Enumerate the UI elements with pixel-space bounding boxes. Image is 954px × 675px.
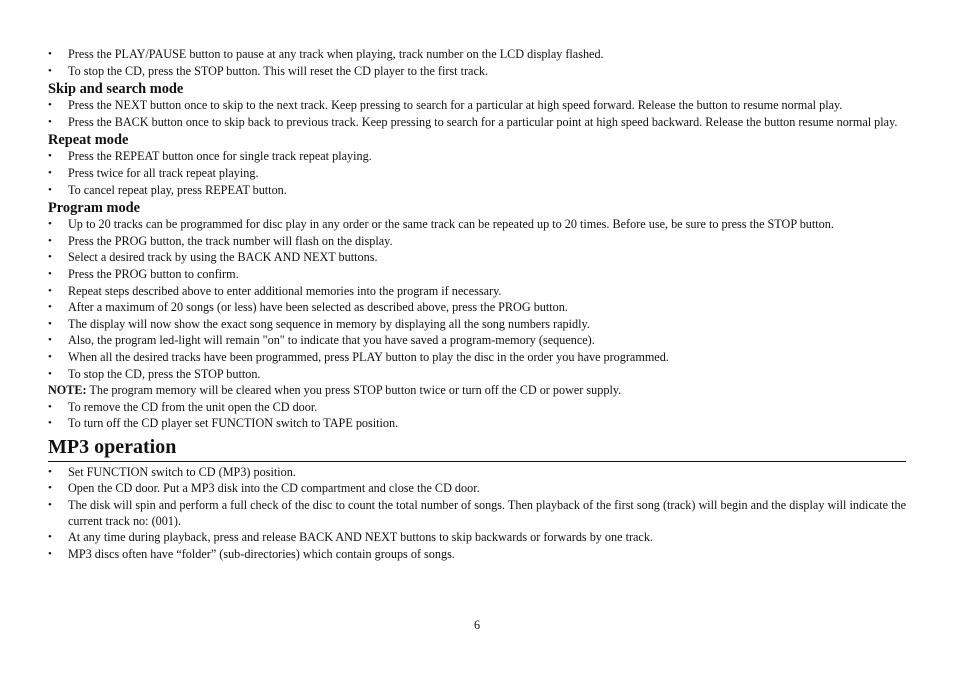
bullet-icon: • bbox=[48, 350, 52, 363]
list-item: • Press the PROG button to confirm. bbox=[48, 266, 239, 281]
list-item: • To turn off the CD player set FUNCTION switch to TAPE position. bbox=[48, 416, 399, 431]
bullet-icon: • bbox=[48, 499, 52, 512]
manual-page bbox=[48, 47, 906, 563]
list-item: • Press the NEXT button once to skip to the next track. Keep pressing to search for a particular at high speed forward. Release the button to resume normal play. bbox=[48, 98, 843, 113]
mp3-heading: MP3 operation bbox=[48, 434, 906, 462]
bullet-icon: • bbox=[48, 251, 52, 264]
list-item: • Press the PLAY/PAUSE button to pause at any track when playing, track number on the LCD display flashed. bbox=[48, 47, 604, 61]
list-item: • When all the desired tracks have been programmed, press PLAY button to play the disc in the order you have programmed. bbox=[48, 349, 669, 364]
list-item: • To cancel repeat play, press REPEAT button. bbox=[48, 182, 287, 197]
bullet-icon: • bbox=[48, 367, 52, 380]
list-item: • Press twice for all track repeat playing. bbox=[48, 165, 259, 180]
bullet-icon: • bbox=[48, 317, 52, 330]
list-item: • Set FUNCTION switch to CD (MP3) position. bbox=[48, 464, 296, 479]
skip-list bbox=[48, 98, 906, 130]
bullet-icon: • bbox=[48, 531, 52, 544]
list-item: • Up to 20 tracks can be programmed for disc play in any order or the same track can be repeated up to 20 times. Before use, be sure to press the STOP button. bbox=[48, 217, 834, 232]
program-note bbox=[48, 383, 906, 399]
note-label: NOTE: bbox=[48, 383, 87, 398]
list-item: • Also, the program led-light will remain "on" to indicate that you have saved a program-memory (sequence). bbox=[48, 333, 595, 348]
list-item: • To stop the CD, press the STOP button. This will reset the CD player to the first track. bbox=[48, 63, 489, 78]
intro-list bbox=[48, 47, 906, 79]
repeat-list bbox=[48, 149, 906, 198]
program-heading: Program mode bbox=[48, 200, 141, 217]
bullet-icon: • bbox=[48, 48, 52, 60]
list-item: • Select a desired track by using the BACK AND NEXT buttons. bbox=[48, 250, 378, 265]
bullet-icon: • bbox=[48, 218, 52, 231]
repeat-heading: Repeat mode bbox=[48, 132, 129, 149]
list-item: • To remove the CD from the unit open the CD door. bbox=[48, 399, 318, 414]
bullet-icon: • bbox=[48, 267, 52, 280]
bullet-icon: • bbox=[48, 166, 52, 179]
bullet-icon: • bbox=[48, 183, 52, 196]
list-item: • At any time during playback, press and release BACK AND NEXT buttons to skip backwards or forwards by one track. bbox=[48, 530, 653, 545]
list-item: • Open the CD door. Put a MP3 disk into the CD compartment and close the CD door. bbox=[48, 481, 480, 496]
bullet-icon: • bbox=[48, 234, 52, 247]
bullet-icon: • bbox=[48, 417, 52, 430]
bullet-icon: • bbox=[48, 400, 52, 413]
bullet-icon: • bbox=[48, 301, 52, 314]
bullet-icon: • bbox=[48, 99, 52, 112]
mp3-list bbox=[48, 465, 906, 563]
list-item: • Press the REPEAT button once for single track repeat playing. bbox=[48, 149, 372, 164]
list-item: • MP3 discs often have “folder” (sub-directories) which contain groups of songs. bbox=[48, 546, 455, 561]
list-item: • After a maximum of 20 songs (or less) have been selected as described above, press the PROG button. bbox=[48, 300, 568, 315]
page-number: 6 bbox=[473, 618, 481, 632]
skip-heading: Skip and search mode bbox=[48, 81, 184, 98]
bullet-icon: • bbox=[48, 547, 52, 560]
program-after-list bbox=[48, 400, 906, 432]
bullet-icon: • bbox=[48, 465, 52, 478]
bullet-icon: • bbox=[48, 284, 52, 297]
list-item: • The display will now show the exact song sequence in memory by displaying all the song numbers rapidly. bbox=[48, 316, 590, 331]
list-item: • To stop the CD, press the STOP button. bbox=[48, 366, 261, 381]
list-item: • Press the PROG button, the track number will flash on the display. bbox=[48, 233, 393, 248]
bullet-icon: • bbox=[48, 150, 52, 163]
list-item: • Press the BACK button once to skip back to previous track. Keep pressing to search for a particular point at high speed backward. Release the button resume normal play. bbox=[48, 114, 898, 129]
note-text: The program memory will be cleared when you press STOP button twice or turn off the CD or power supply. bbox=[86, 383, 622, 398]
bullet-icon: • bbox=[48, 334, 52, 347]
bullet-icon: • bbox=[48, 64, 52, 77]
bullet-icon: • bbox=[48, 482, 52, 495]
bullet-icon: • bbox=[48, 115, 52, 128]
list-item: • Repeat steps described above to enter additional memories into the program if necessary. bbox=[48, 283, 502, 298]
list-item: • The disk will spin and perform a full check of the disc to count the total number of songs. Then playback of the first song (track) will begin and the display will indicate the current track no: (001). bbox=[48, 498, 906, 528]
program-list bbox=[48, 217, 906, 382]
